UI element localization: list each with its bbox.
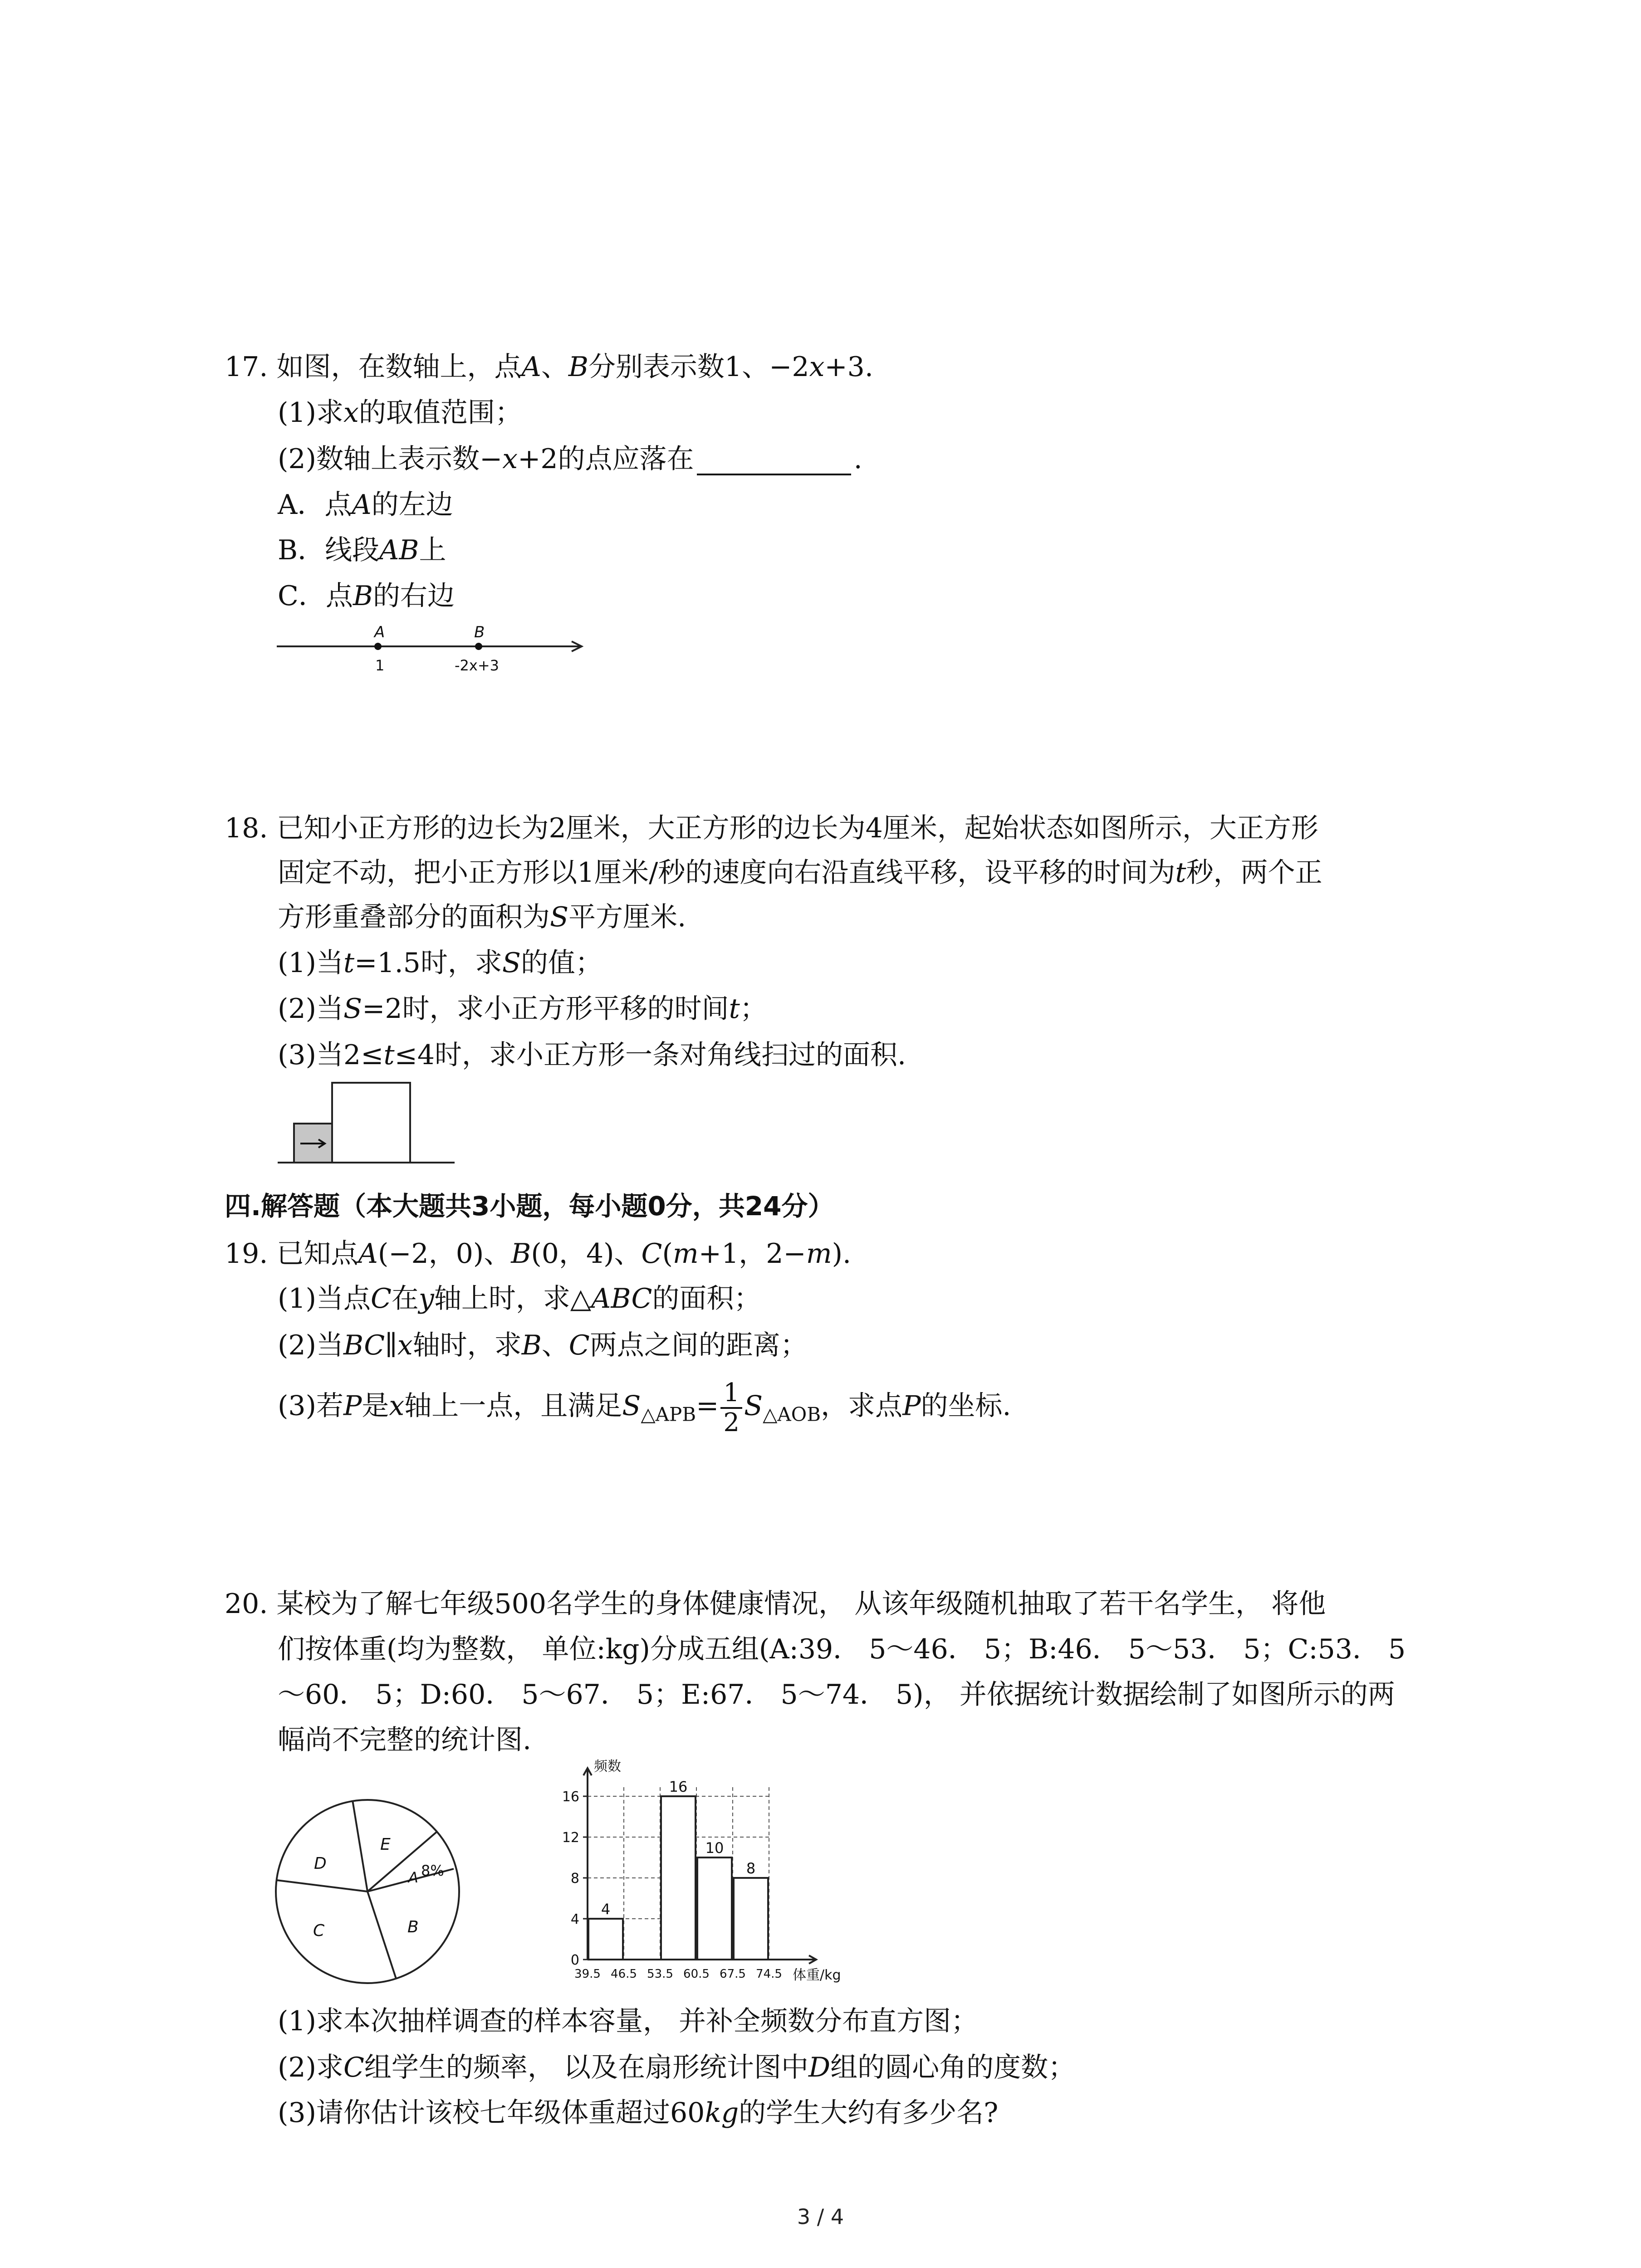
q19-part1: (1)当点C在y轴上时，求△ABC的面积； <box>278 1283 761 1315</box>
q17-option-b: B．线段AB上 <box>278 534 446 566</box>
bar-value-label: 4 <box>601 1901 611 1918</box>
q19-part3: (3)若P是x轴上一点，且满足$S_{\triangle APB}=$ $\frac{1}{2}$ $S_{\triangle AOB}$，求点P的坐标. <box>278 1378 1011 1437</box>
bar-value-label: 16 <box>669 1778 688 1795</box>
q20-stem-line2: 们按体重(均为整数， 单位:kg)分成五组(A:39． 5～46． 5；B:46． 5～53． 5；C:53． 5 <box>278 1633 1406 1665</box>
value-a: 1 <box>375 657 385 674</box>
q17-part1: (1)求x的取值范围； <box>278 397 522 429</box>
q20-part3: (3)请你估计该校七年级体重超过60kg的学生大约有多少名? <box>278 2097 999 2129</box>
y-tick-label: 0 <box>570 1952 579 1968</box>
q19-stem: 19. 已知点A(−2，0)、B(0，4)、C(m+1，2−m). <box>225 1238 852 1270</box>
histogram-bar <box>588 1919 623 1960</box>
pie-label-b: B <box>407 1918 419 1936</box>
one-half-fraction: $\frac{1}{2}$ <box>720 1379 742 1437</box>
q20-part1: (1)求本次抽样调查的样本容量， 并补全频数分布直方图； <box>278 2005 979 2037</box>
pie-label-c: C <box>313 1921 325 1940</box>
point-a <box>374 643 382 650</box>
q20-stem-line4: 幅尚不完整的统计图. <box>278 1724 532 1756</box>
y-tick-label: 8 <box>570 1871 579 1887</box>
pie-chart <box>272 1796 463 1987</box>
bar-value-label: 10 <box>705 1839 724 1857</box>
q18-stem-line1: 18. 已知小正方形的边长为2厘米，大正方形的边长为4厘米，起始状态如图所示，大正方形 <box>225 812 1318 844</box>
bar-value-label: 8 <box>746 1860 756 1877</box>
histogram-bar <box>734 1878 768 1960</box>
q17-part2: (2)数轴上表示数−x+2的点应落在 . <box>278 443 862 475</box>
q18-part2: (2)当S=2时，求小正方形平移的时间t； <box>278 993 767 1025</box>
q18-part1: (1)当t=1.5时，求S的值； <box>278 947 603 979</box>
label-a: A <box>374 623 385 641</box>
pie-label-a: A <box>408 1869 418 1886</box>
x-tick-label: 60.5 <box>683 1967 710 1981</box>
large-square <box>332 1083 410 1163</box>
histogram-bar <box>661 1796 696 1960</box>
q18-stem-line2: 固定不动，把小正方形以1厘米/秒的速度向右沿直线平移，设平移的时间为t秒，两个正 <box>278 857 1323 889</box>
y-axis-label: 频数 <box>594 1759 621 1774</box>
y-tick-label: 16 <box>562 1789 579 1805</box>
pie-label-d: D <box>314 1854 327 1873</box>
section-4-title: 四.解答题（本大题共3小题，每小题0分，共24分） <box>225 1191 834 1222</box>
q20-stem-line3: ～60． 5；D:60． 5～67． 5；E:67． 5～74． 5)， 并依据统计数据绘制了如图所示的两 <box>278 1679 1395 1711</box>
answer-blank <box>697 450 851 475</box>
q17-option-a: A．点A的左边 <box>278 489 453 521</box>
number-line-figure <box>272 617 590 680</box>
value-b: -2x+3 <box>455 657 500 674</box>
q18-stem-line3: 方形重叠部分的面积为S平方厘米. <box>278 901 686 933</box>
q17-option-c: C．点B的右边 <box>278 580 455 612</box>
q19-part2: (2)当BC∥x轴时，求B、C两点之间的距离； <box>278 1330 808 1361</box>
squares-figure <box>277 1077 458 1168</box>
q20-part2: (2)求C组学生的频率， 以及在扇形统计图中D组的圆心角的度数； <box>278 2052 1076 2083</box>
pie-divider-d-e <box>353 1800 367 1892</box>
y-tick-label: 12 <box>562 1830 579 1846</box>
x-tick-label: 74.5 <box>756 1967 782 1981</box>
point-b <box>475 643 482 650</box>
x-tick-label: 46.5 <box>611 1967 637 1981</box>
histogram-bar <box>697 1857 732 1960</box>
page-number: 3 / 4 <box>797 2204 844 2229</box>
pie-divider-c-d <box>277 1880 367 1892</box>
x-axis-label: 体重/kg <box>793 1967 841 1983</box>
x-tick-label: 39.5 <box>574 1967 601 1981</box>
q20-stem-line1: 20. 某校为了解七年级500名学生的身体健康情况， 从该年级随机抽取了若干名学生， 将他 <box>225 1588 1326 1620</box>
pie-label-a-percent: 8% <box>421 1862 444 1879</box>
q18-part3: (3)当2≤t≤4时，求小正方形一条对角线扫过的面积. <box>278 1039 906 1071</box>
frequency-histogram <box>544 1755 907 1987</box>
pie-divider-b-c <box>367 1892 396 1979</box>
q17-stem: 17. 如图，在数轴上，点A、B分别表示数1、−2x+3. <box>225 351 873 383</box>
x-tick-label: 67.5 <box>720 1967 746 1981</box>
pie-label-e: E <box>380 1835 391 1854</box>
x-tick-label: 53.5 <box>647 1967 673 1981</box>
label-b: B <box>474 623 485 641</box>
y-tick-label: 4 <box>570 1911 579 1927</box>
